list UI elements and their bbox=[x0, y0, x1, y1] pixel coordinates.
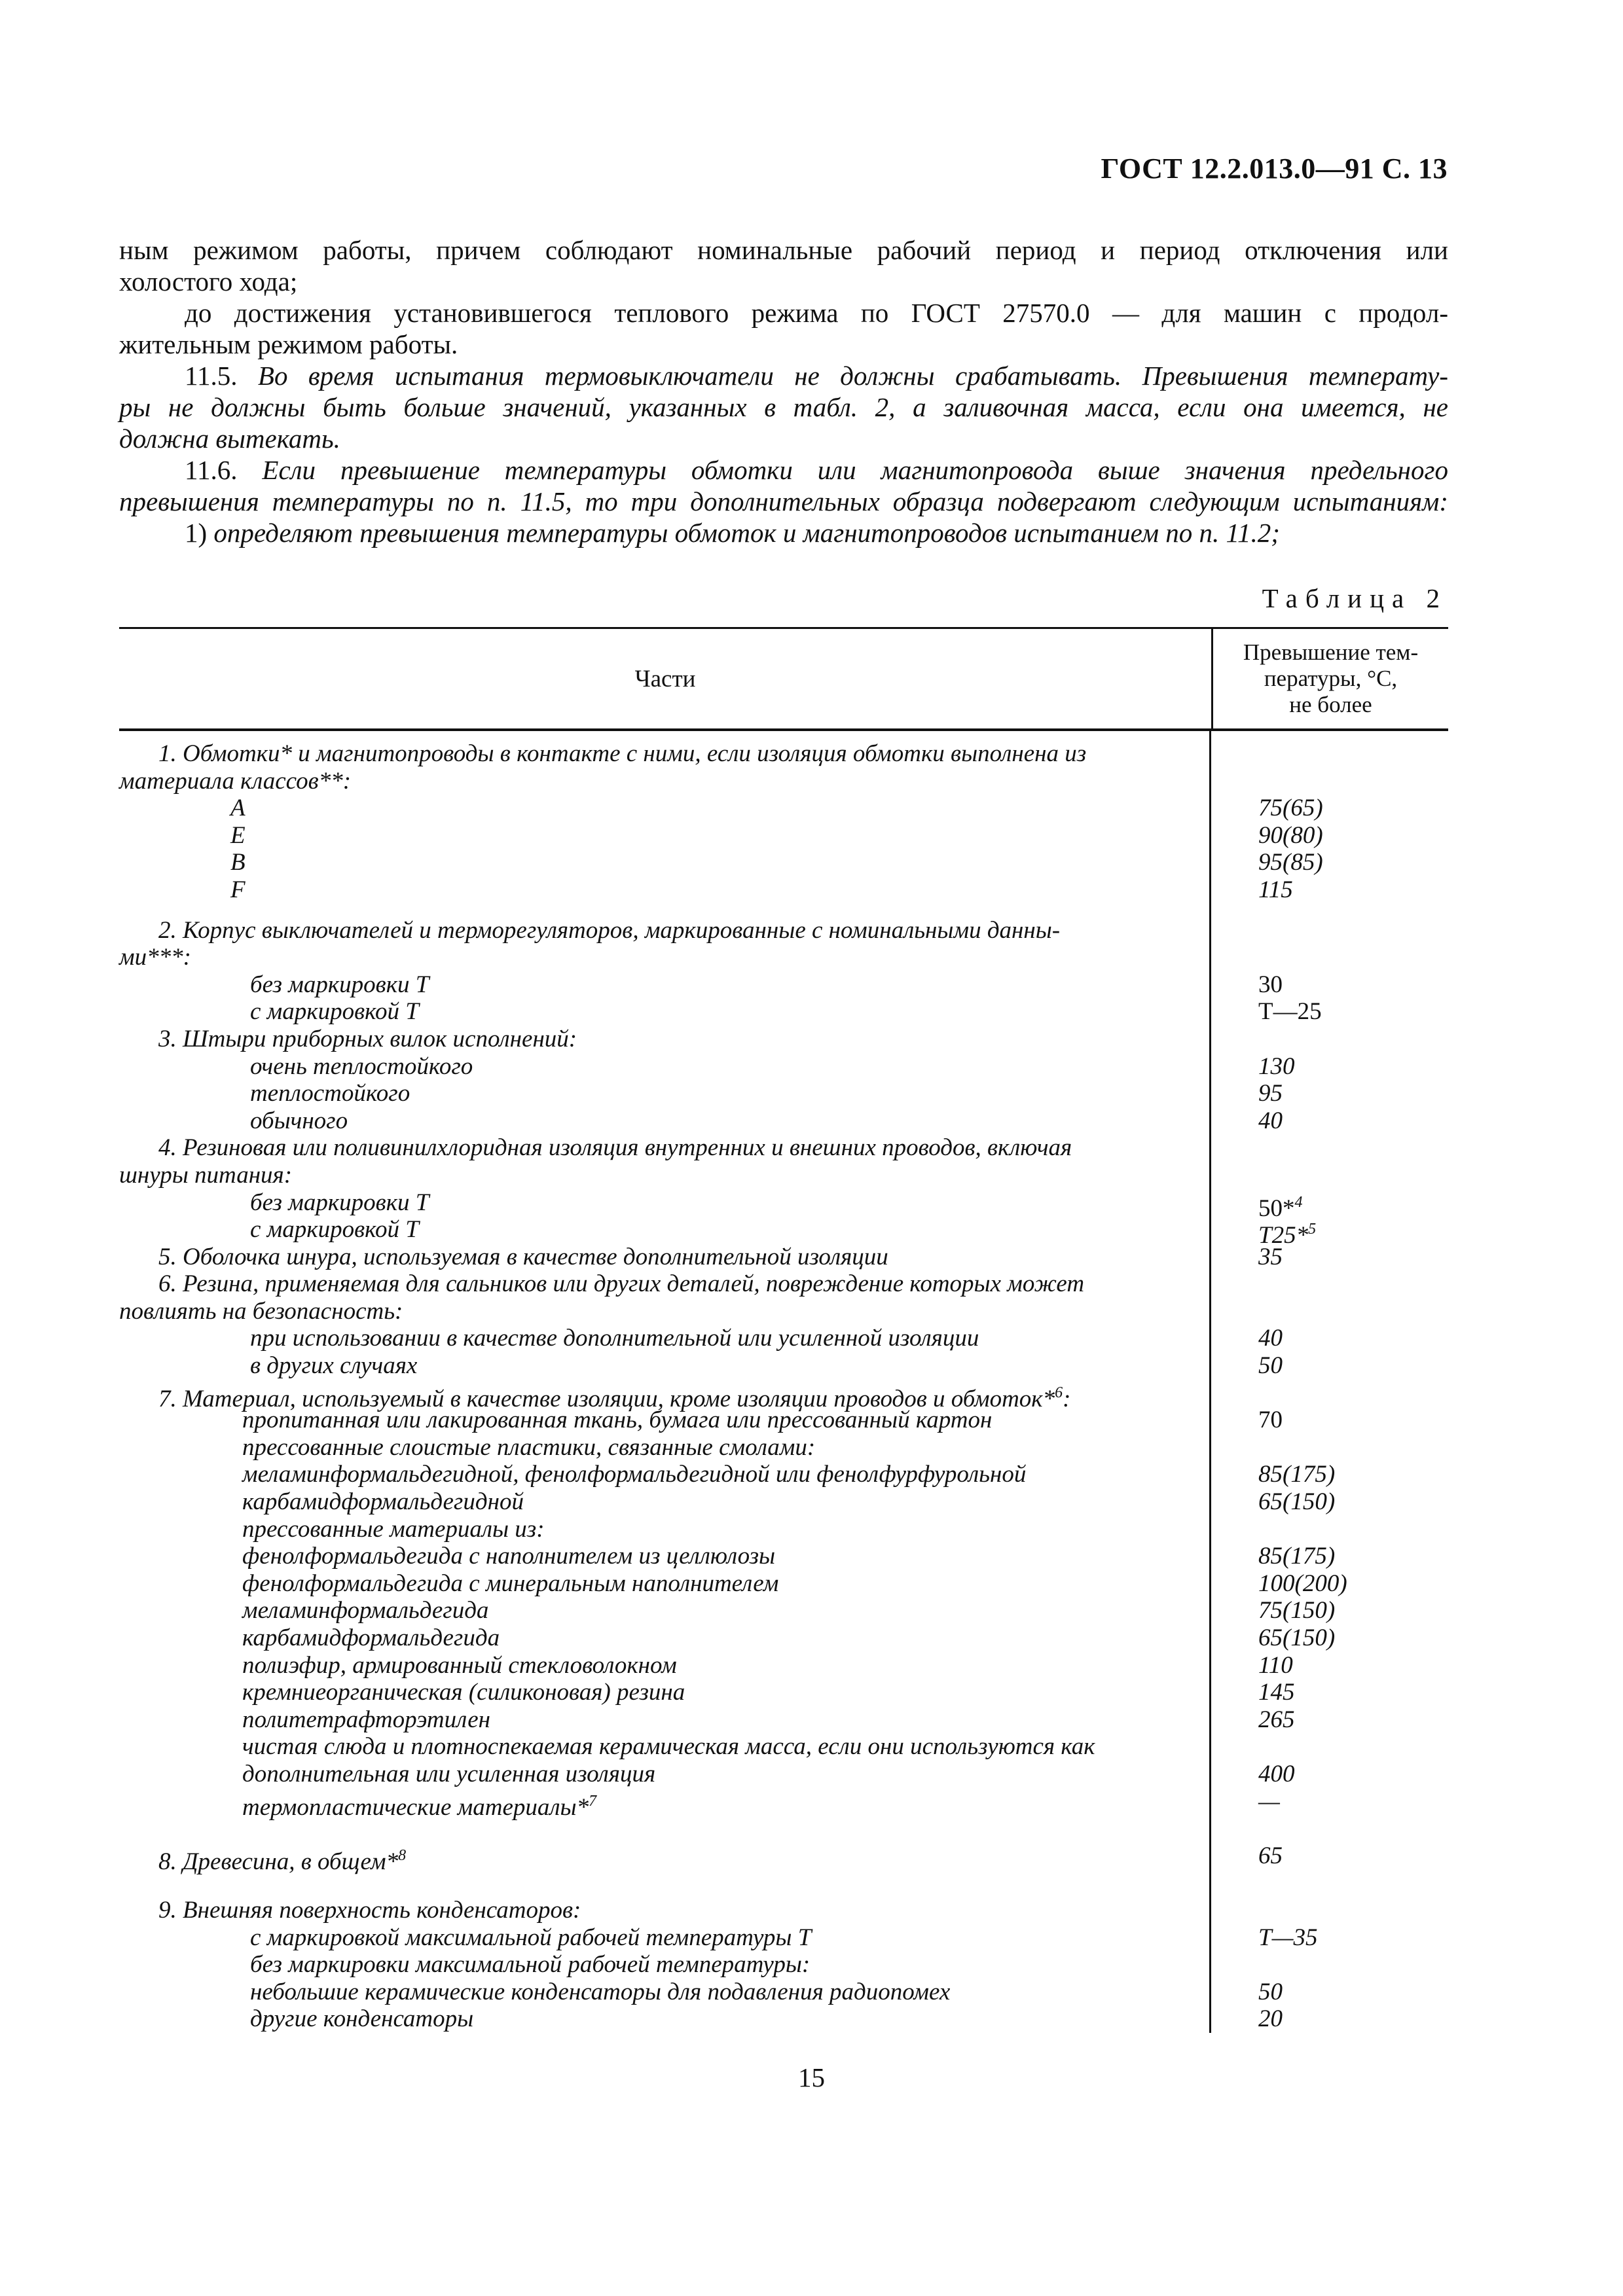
table-value: 35 bbox=[1258, 1243, 1283, 1270]
table-row: термопластические материалы*$^7$ bbox=[242, 1792, 597, 1821]
page-number: 15 bbox=[798, 2062, 825, 2092]
table-row: без маркировки T bbox=[250, 971, 429, 998]
table-value: — bbox=[1258, 1787, 1280, 1815]
table-value: 90(80) bbox=[1258, 821, 1323, 849]
table-value: 400 bbox=[1258, 1760, 1295, 1787]
table-row: политетрафторэтилен bbox=[242, 1706, 490, 1733]
header-temperature: Превышение тем- пературы, °С, не более bbox=[1243, 639, 1419, 717]
table-row: небольшие керамические конденсаторы для подавления радиопомех bbox=[250, 1978, 951, 2005]
table-value: 65(150) bbox=[1258, 1488, 1336, 1516]
table-row: B bbox=[230, 849, 246, 876]
table-row: 6. Резина, применяемая для сальников или других деталей, повреждение которых может bbox=[158, 1270, 1085, 1298]
table-row: F bbox=[230, 876, 246, 903]
table-value: 70 bbox=[1258, 1407, 1283, 1434]
table-value: 75(150) bbox=[1258, 1597, 1336, 1624]
table-value: T—25 bbox=[1258, 998, 1322, 1026]
table-value: 85(175) bbox=[1258, 1543, 1336, 1570]
table-row: фенолформальдегида с минеральным наполнителем bbox=[242, 1570, 779, 1597]
table-row: обычного bbox=[250, 1107, 348, 1134]
table-value: 265 bbox=[1258, 1706, 1295, 1733]
paragraph: ры не должны быть больше значений, указанных в табл. 2, а заливочная масса, если она имеется, не bbox=[119, 392, 1448, 422]
table-row: меламинформальдегида bbox=[242, 1597, 489, 1624]
table-row: с маркировкой T bbox=[250, 998, 419, 1026]
paragraph: должна вытекать. bbox=[119, 423, 340, 454]
paragraph: 11.5. Во время испытания термовыключатели не должны срабатывать. Превышения температу- bbox=[185, 361, 1449, 391]
table-header bbox=[119, 629, 1448, 731]
table-value: T—35 bbox=[1258, 1924, 1318, 1951]
table-row: повлиять на безопасность: bbox=[119, 1297, 403, 1325]
table-caption: Таблица 2 bbox=[1262, 583, 1448, 613]
paragraph: до достижения установившегося теплового режима по ГОСТ 27570.0 — для машин с продол- bbox=[185, 298, 1448, 328]
table-row: карбамидформальдегида bbox=[242, 1624, 500, 1651]
table-row: E bbox=[230, 821, 246, 849]
paragraph: холостого хода; bbox=[119, 266, 298, 296]
table-row: 3. Штыри приборных вилок исполнений: bbox=[158, 1025, 577, 1052]
temperature-table bbox=[119, 627, 1448, 2033]
table-row: с маркировкой T bbox=[250, 1216, 419, 1244]
table-row: без маркировки T bbox=[250, 1189, 429, 1216]
paragraph: жительным режимом работы. bbox=[119, 329, 458, 359]
table-row: 8. Древесина, в общем*$^8$ bbox=[158, 1846, 407, 1875]
table-value: 50 bbox=[1258, 1978, 1283, 2005]
table-row: полиэфир, армированный стекловолокном bbox=[242, 1651, 677, 1679]
table-row: фенолформальдегида с наполнителем из целлюлозы bbox=[242, 1543, 776, 1570]
table-row: ми***: bbox=[119, 944, 191, 971]
table-row: очень теплостойкого bbox=[250, 1052, 473, 1080]
table-value: 65 bbox=[1258, 1842, 1283, 1869]
table-row: прессованные материалы из: bbox=[242, 1515, 545, 1543]
table-row: кремниеорганическая (силиконовая) резина bbox=[242, 1679, 685, 1706]
table-value: 110 bbox=[1258, 1651, 1293, 1679]
table-value: 20 bbox=[1258, 2005, 1283, 2033]
table-row: в других случаях bbox=[250, 1352, 418, 1380]
table-row: чистая слюда и плотноспекаемая керамическая масса, если они используются как bbox=[242, 1733, 1095, 1761]
table-value: 30 bbox=[1258, 971, 1283, 998]
paragraph: 11.6. Если превышение температуры обмотки или магнитопровода выше значения предельного bbox=[185, 455, 1448, 485]
table-value: 130 bbox=[1258, 1052, 1295, 1080]
table-row: при использовании в качестве дополнительной или усиленной изоляции bbox=[250, 1325, 979, 1352]
table-value: 95 bbox=[1258, 1080, 1283, 1107]
temperature-column bbox=[1211, 731, 1448, 2033]
table-row: A bbox=[230, 795, 246, 822]
table-value: 50*$^4$ bbox=[1258, 1193, 1303, 1222]
page-header: ГОСТ 12.2.013.0—91 С. 13 bbox=[1101, 152, 1448, 185]
table-row: без маркировки максимальной рабочей температуры: bbox=[250, 1951, 811, 1979]
table-value: T25*$^5$ bbox=[1258, 1221, 1317, 1249]
table-value: 100(200) bbox=[1258, 1570, 1347, 1597]
body-text bbox=[119, 234, 1448, 548]
table-row: 2. Корпус выключателей и терморегуляторов, маркированные с номинальными данны- bbox=[158, 916, 1061, 944]
table-row: дополнительная или усиленная изоляция bbox=[242, 1760, 656, 1787]
table-row: меламинформальдегидной, фенолформальдегидной или фенолфурфурольной bbox=[242, 1461, 1027, 1488]
table-value: 95(85) bbox=[1258, 849, 1323, 876]
table-row: 4. Резиновая или поливинилхлоридная изоляция внутренних и внешних проводов, включая bbox=[158, 1134, 1072, 1162]
table-value: 115 bbox=[1258, 876, 1293, 903]
table-value: 50 bbox=[1258, 1352, 1283, 1380]
table-row: прессованные слоистые пластики, связанные смолами: bbox=[242, 1433, 816, 1461]
table-row: 5. Оболочка шнура, используемая в качестве дополнительной изоляции bbox=[158, 1243, 888, 1270]
table-value: 85(175) bbox=[1258, 1461, 1336, 1488]
paragraph: 1) определяют превышения температуры обмоток и магнитопроводов испытанием по п. 11.2; bbox=[185, 518, 1280, 548]
table-body bbox=[119, 731, 1448, 2033]
paragraph: превышения температуры по п. 11.5, то три дополнительных образца подвергают следующим испытаниям: bbox=[119, 486, 1448, 516]
table-row: 1. Обмотки* и магнитопроводы в контакте с ними, если изоляция обмотки выполнена из bbox=[158, 740, 1087, 767]
table-row: 9. Внешняя поверхность конденсаторов: bbox=[158, 1896, 581, 1924]
table-row: шнуры питания: bbox=[119, 1161, 293, 1189]
table-row: теплостойкого bbox=[250, 1080, 410, 1107]
table-value: 40 bbox=[1258, 1325, 1283, 1352]
parts-column bbox=[119, 731, 1211, 2033]
paragraph: ным режимом работы, причем соблюдают номинальные рабочий период и период отключения или bbox=[119, 235, 1448, 265]
table-row: карбамидформальдегидной bbox=[242, 1488, 524, 1516]
table-value: 40 bbox=[1258, 1107, 1283, 1134]
table-row: материала классов**: bbox=[119, 767, 352, 795]
table-value: 65(150) bbox=[1258, 1624, 1336, 1651]
header-parts: Части bbox=[119, 629, 1213, 728]
table-value: 75(65) bbox=[1258, 795, 1323, 822]
table-row: 7. Материал, используемый в качестве изоляции, кроме изоляции проводов и обмоток*$^6$: bbox=[158, 1384, 1071, 1412]
table-row: с маркировкой максимальной рабочей температуры T bbox=[250, 1924, 812, 1951]
table-row: пропитанная или лакированная ткань, бумага или прессованный картон bbox=[242, 1407, 993, 1434]
table-row: другие конденсаторы bbox=[250, 2005, 474, 2033]
table-value: 145 bbox=[1258, 1679, 1295, 1706]
